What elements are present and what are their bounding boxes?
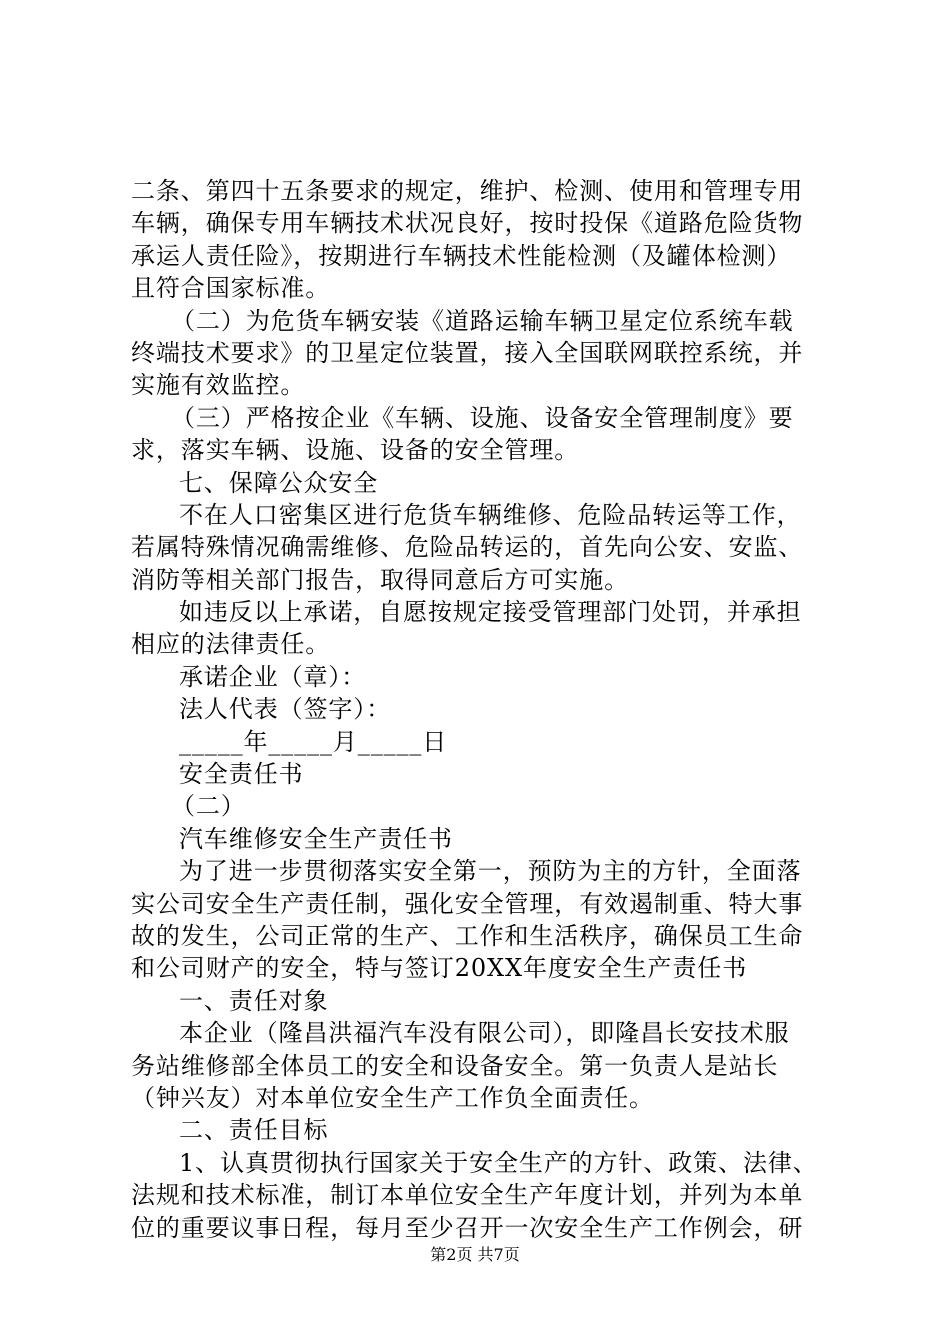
document-title: 安全责任书 xyxy=(179,760,304,789)
document-heading: 汽车维修安全生产责任书 xyxy=(179,824,453,853)
text-line: （钟兴友）对本单位安全生产工作负全面责任。 xyxy=(131,1083,654,1112)
text-line: 消防等相关部门报告，取得同意后方可实施。 xyxy=(131,565,629,594)
text-line: 且符合国家标准。 xyxy=(131,274,331,303)
text-line: 法规和技术标准，制订本单位安全生产年度计划，并列为本单 xyxy=(131,1181,804,1210)
text-line: 求，落实车辆、设施、设备的安全管理。 xyxy=(131,436,580,465)
signature-company-label: 承诺企业（章）： xyxy=(179,662,367,691)
text-line: 故的发生，公司正常的生产、工作和生活秩序，确保员工生命 xyxy=(131,921,804,950)
text-line: 不在人口密集区进行危货车辆维修、危险品转运等工作， xyxy=(179,500,802,529)
section-heading: 七、保障公众安全 xyxy=(179,468,379,497)
document-subtitle: （二） xyxy=(171,792,246,821)
text-line: 和公司财产的安全，特与签订20XX年度安全生产责任书 xyxy=(131,954,748,983)
signature-legal-rep-label: 法人代表（签字）： xyxy=(179,695,392,724)
document-body xyxy=(131,175,827,1244)
text-line: （三）严格按企业《车辆、设施、设备安全管理制度》要 xyxy=(171,403,794,432)
text-line: 为了进一步贯彻落实安全第一，预防为主的方针，全面落 xyxy=(179,857,802,886)
text-line: 车辆，确保专用车辆技术状况良好，按时投保《道路危险货物 xyxy=(131,209,804,238)
text-line: 终端技术要求》的卫星定位装置，接入全国联网联控系统，并 xyxy=(131,338,804,367)
section-heading: 一、责任对象 xyxy=(179,986,329,1015)
section-heading: 二、责任目标 xyxy=(179,1116,329,1145)
text-line: 位的重要议事日程，每月至少召开一次安全生产工作例会，研 xyxy=(131,1213,804,1242)
text-line: 承运人责任险》，按期进行车辆技术性能检测（及罐体检测） xyxy=(131,241,792,270)
text-line: 1、认真贯彻执行国家关于安全生产的方针、政策、法律、 xyxy=(179,1148,818,1177)
text-line: 本企业（隆昌洪福汽车没有限公司），即隆昌长安技术服 xyxy=(179,1019,790,1048)
text-line: 相应的法律责任。 xyxy=(131,630,331,659)
text-line: （二）为危货车辆安装《道路运输车辆卫星定位系统车载 xyxy=(171,306,794,335)
text-line: 务站维修部全体员工的安全和设备安全。第一负责人是站长 xyxy=(131,1051,779,1080)
page-number-footer: 第2页 共7页 xyxy=(430,1245,520,1264)
text-line: 二条、第四十五条要求的规定，维护、检测、使用和管理专用 xyxy=(131,177,804,205)
text-line: 实施有效监控。 xyxy=(131,371,306,400)
text-line: 实公司安全生产责任制，强化安全管理，有效遏制重、特大事 xyxy=(131,889,804,918)
text-line: 如违反以上承诺，自愿按规定接受管理部门处罚，并承担 xyxy=(179,598,802,627)
text-line: 若属特殊情况确需维修、危险品转运的，首先向公安、安监、 xyxy=(131,533,804,562)
signature-date-line: _____年_____月_____日 xyxy=(179,727,448,756)
